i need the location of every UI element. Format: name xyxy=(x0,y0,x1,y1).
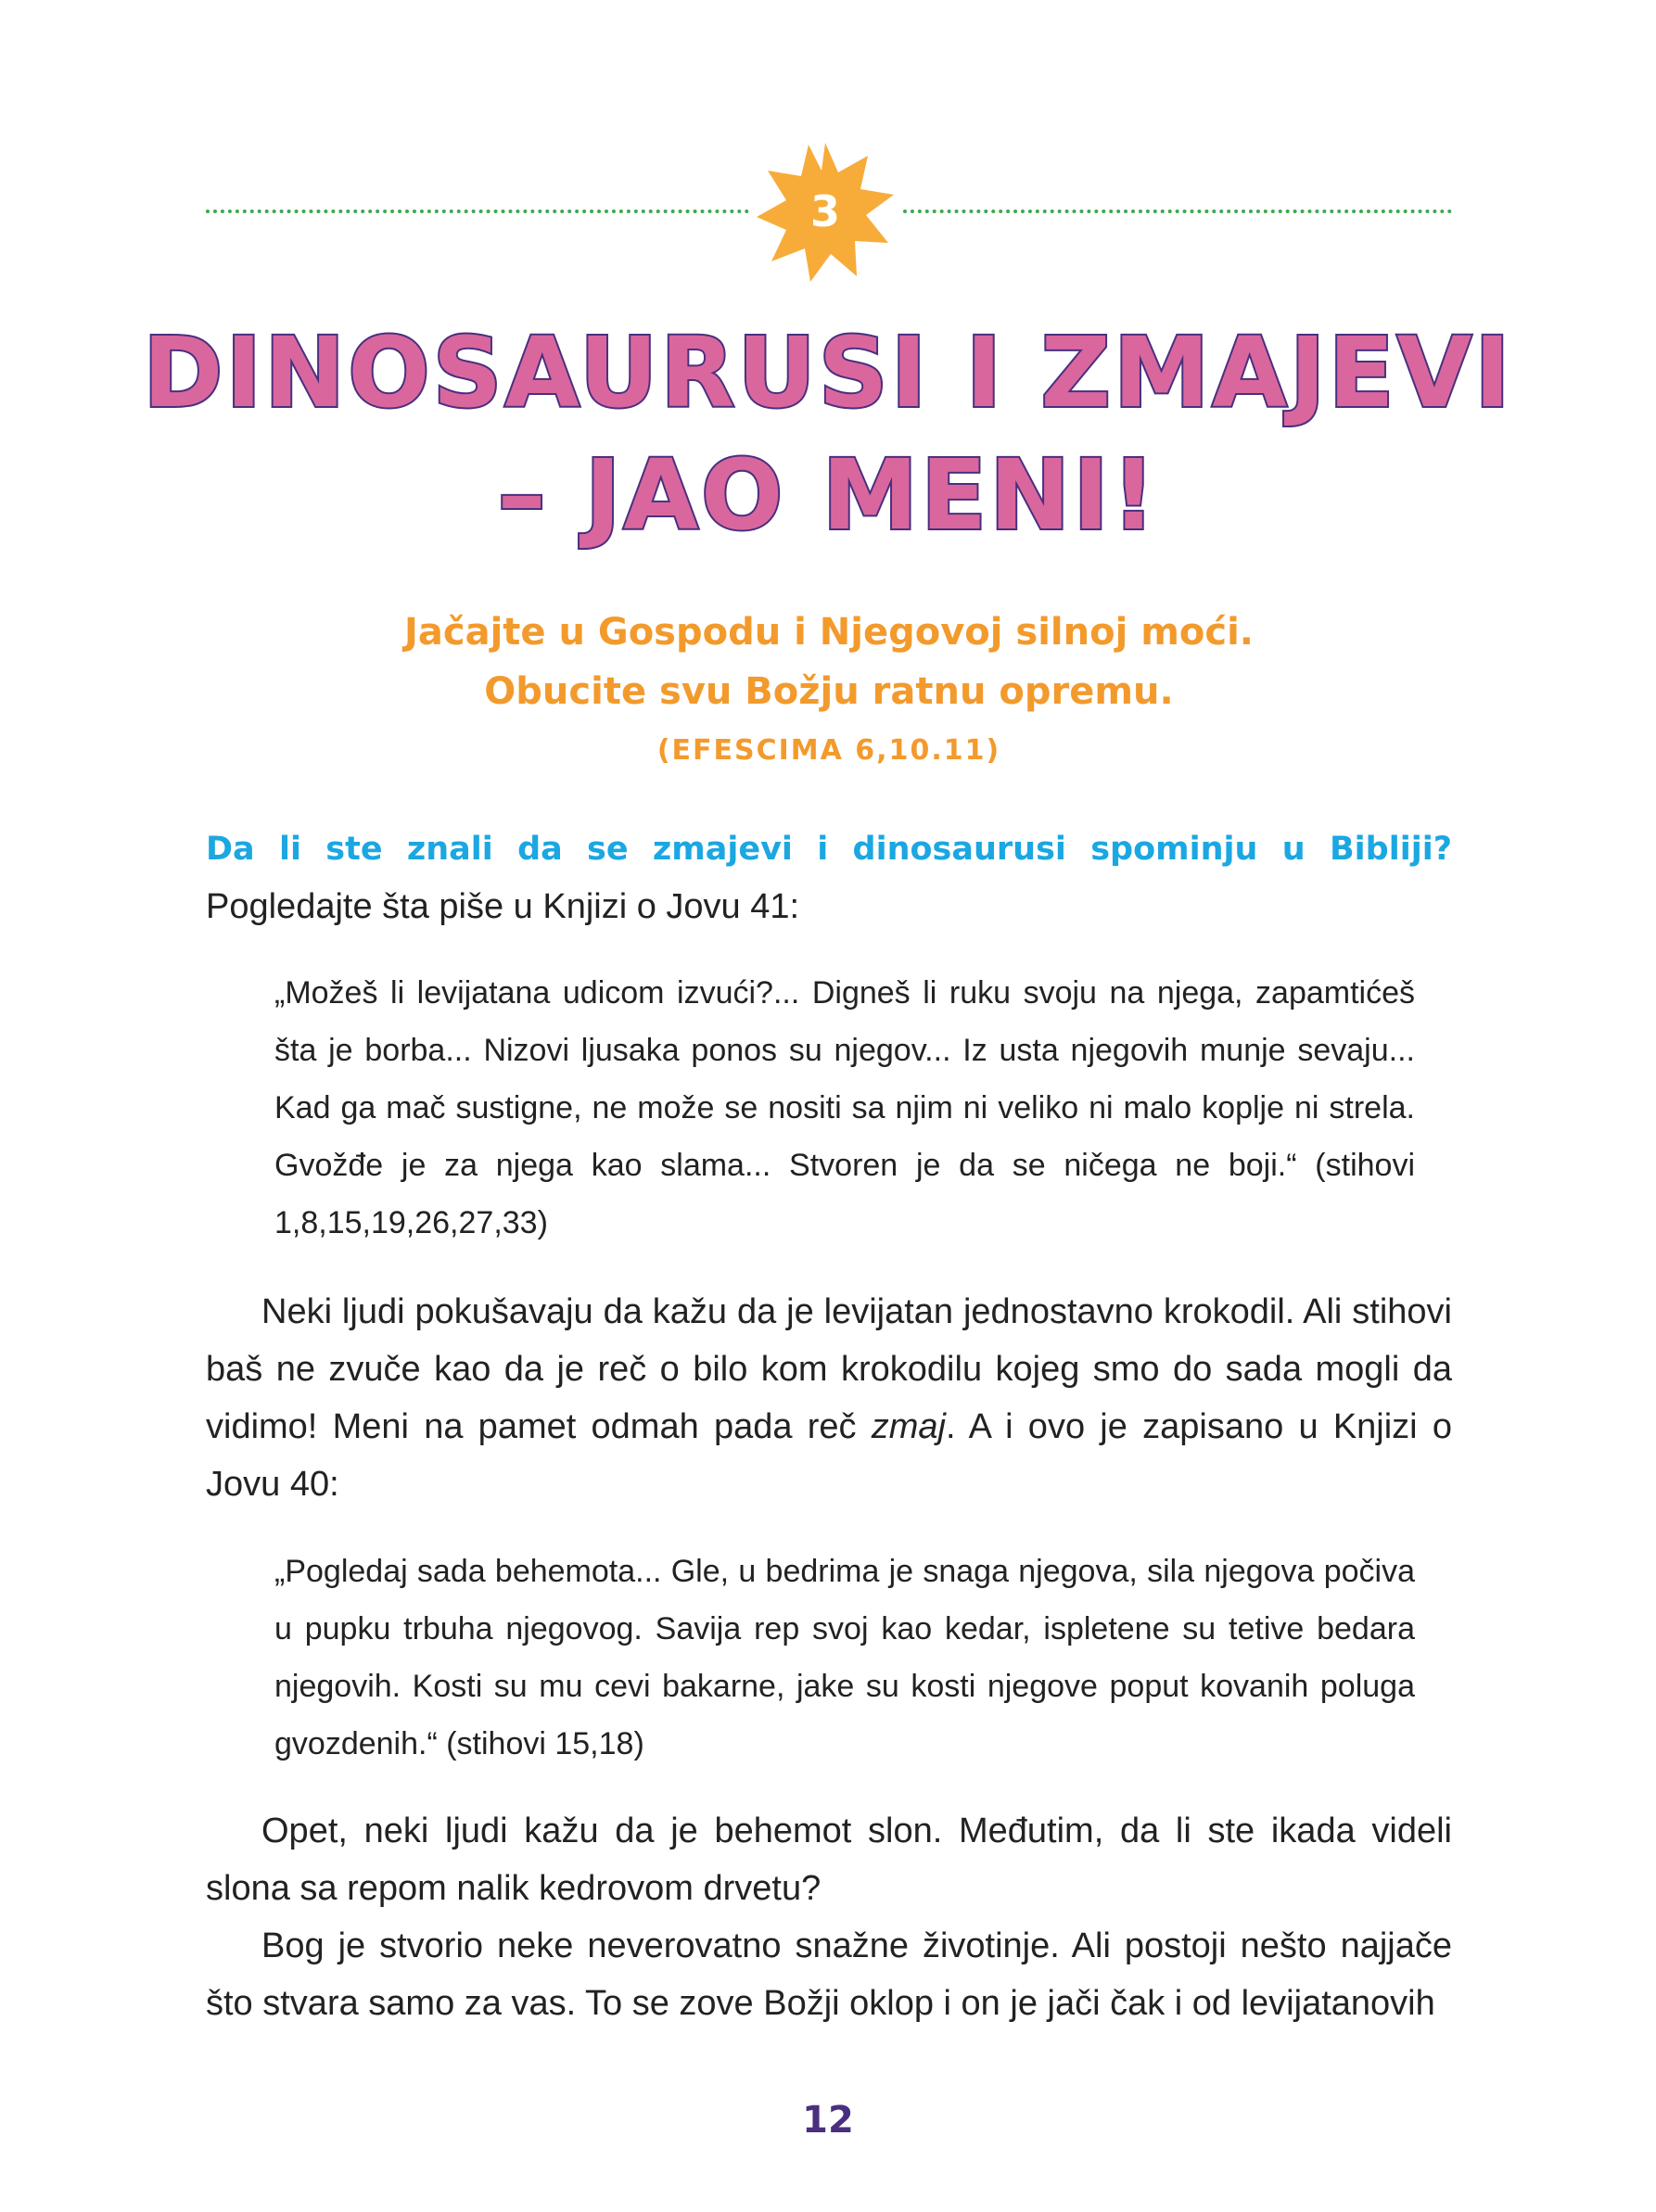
chapter-number: 3 xyxy=(809,186,840,236)
intro-highlight: Da li ste znali da se zmajevi i dinosaurusi spominju u Bibliji? xyxy=(206,831,1452,868)
paragraph-2-text: Neki ljudi pokušavaju da kažu da je levijatan jednostavno krokodil. Ali stihovi baš ne zvuče kao da je reč o bilo kom krokodilu kojeg smo do sada mogli da vidimo! Meni na pamet odmah pada reč xyxy=(206,1292,1452,1446)
paragraph-2-italic: zmaj xyxy=(871,1407,946,1446)
epigraph-reference: (EFESCIMA 6,10.11) xyxy=(656,734,1001,767)
epigraph-line-1: Jačajte u Gospodu i Njegovoj silnoj moći. xyxy=(404,611,1254,654)
paragraph-armor: Bog je stvorio neke neverovatno snažne životinje. Ali postoji nešto najjače što stvara samo za vas. To se zove Božji oklop i on je jači čak i od levijatanovih xyxy=(206,1926,1452,2023)
header-dotted-rule-left xyxy=(206,210,749,213)
page-number: 12 xyxy=(802,2099,854,2142)
paragraph-2-text-end: . A i ovo je zapisano u Knjizi o Jovu 40: xyxy=(206,1407,1452,1504)
chapter-title-line-2: – JAO MENI! xyxy=(497,439,1159,552)
chapter-number-badge xyxy=(753,139,898,284)
epigraph xyxy=(206,603,1452,777)
epigraph-line-2: Obucite svu Božju ratnu opremu. xyxy=(484,670,1174,713)
quote-leviathan: „Možeš li levijatana udicom izvući?... Digneš li ruku svoju na njega, zapamtićeš šta je borba... Nizovi ljusaka ponos su njegov... Iz usta njegovih munje sevaju... Kad ga mač sustigne, ne može se nositi sa njim ni veliko ni malo koplje ni strela. Gvožđe je za njega kao slama... Stvoren je da se ničega ne boji.“ (stihovi 1,8,15,19,26,27,33) xyxy=(274,975,1415,1240)
paragraph-crocodile xyxy=(206,1283,1452,1513)
chapter-title-line-1: DINOSAURUSI I ZMAJEVI xyxy=(143,316,1513,429)
chapter-title xyxy=(130,311,1526,556)
intro-paragraph xyxy=(206,820,1452,935)
intro-rest: Pogledajte šta piše u Knjizi o Jovu 41: xyxy=(206,887,800,926)
paragraph-elephant: Opet, neki ljudi kažu da je behemot slon. Međutim, da li ste ikada videli slona sa repom nalik kedrovom drvetu? xyxy=(206,1812,1452,1908)
quote-behemoth: „Pogledaj sada behemota... Gle, u bedrima je snaga njegova, sila njegova počiva u pupku trbuha njegovog. Savija rep svoj kao kedar, ispletene su tetive bedara njegovih. Kosti su mu cevi bakarne, jake su kosti njegove poput kovanih poluga gvozdenih.“ (stihovi 15,18) xyxy=(274,1554,1415,1761)
header-dotted-rule-right xyxy=(903,210,1452,213)
